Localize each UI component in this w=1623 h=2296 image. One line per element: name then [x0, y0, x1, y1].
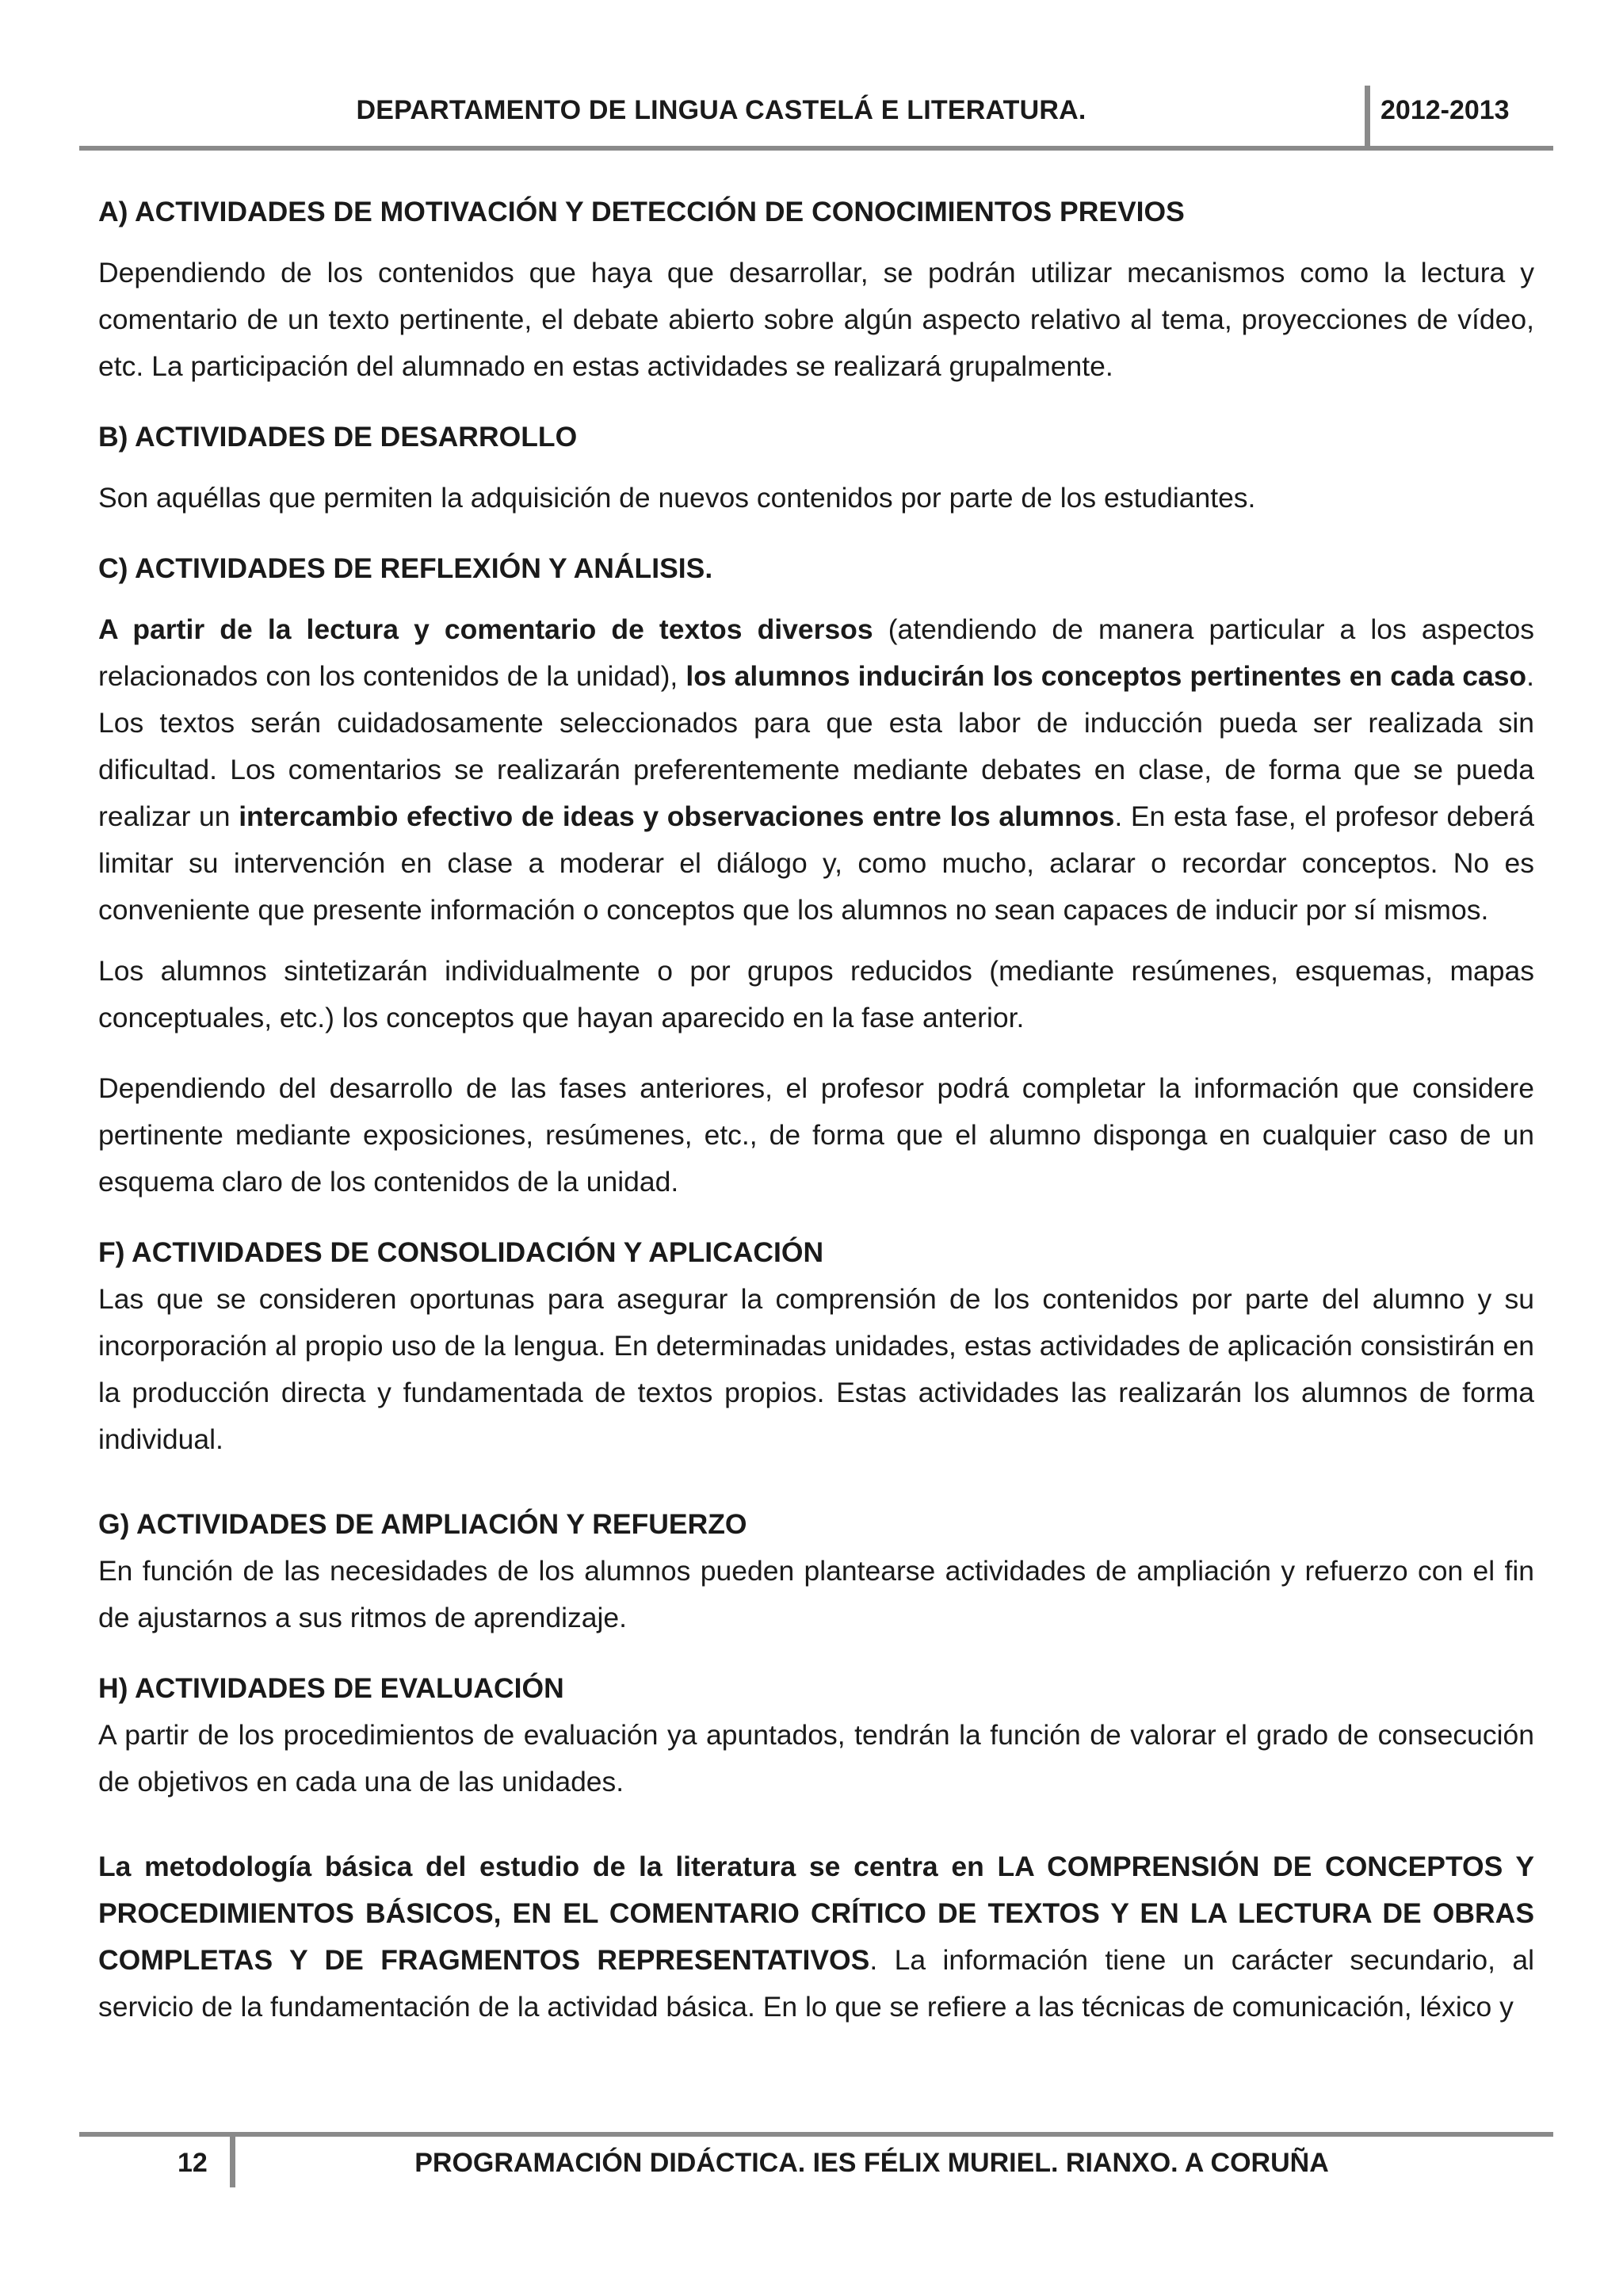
- footer-title: PROGRAMACIÓN DIDÁCTICA. IES FÉLIX MURIEL. RIANXO. A CORUÑA: [414, 2148, 1329, 2178]
- section-c-bold-3: intercambio efectivo de ideas y observaciones entre los alumnos: [239, 800, 1115, 832]
- section-h-heading: H) ACTIVIDADES DE EVALUACIÓN: [98, 1672, 564, 1704]
- section-c-heading: C) ACTIVIDADES DE REFLEXIÓN Y ANÁLISIS.: [98, 552, 713, 584]
- section-h-text: A partir de los procedimientos de evaluación ya apuntados, tendrán la función de valorar el grado de consecución de objetivos en cada una de las unidades.: [98, 1719, 1534, 1797]
- section-g-text: En función de las necesidades de los alumnos pueden plantearse actividades de ampliación y refuerzo con el fin de ajustarnos a sus ritmos de aprendizaje.: [98, 1555, 1534, 1633]
- section-c-paragraph-1: [98, 606, 1534, 934]
- section-c-text-1: (atendiendo de manera particular a los aspectos relacionados con los contenidos de la unidad),: [98, 613, 1534, 692]
- final-paragraph: [98, 1843, 1534, 2030]
- final-bold: La metodología básica del estudio de la literatura se centra en LA COMPRENSIÓN DE CONCEPTOS Y PROCEDIMIENTOS BÁSICOS, EN EL COMENTARIO CRÍTICO DE TEXTOS Y EN LA LECTURA DE OBRAS COMPLETAS Y DE FRAGMENTOS REPRESENTATIVOS: [98, 1851, 1534, 1976]
- section-c-text-3: . En esta fase, el profesor deberá limitar su intervención en clase a moderar el diálogo y, como mucho, aclarar o recordar conceptos. No es conveniente que presente información o conceptos que los alumnos no sean capaces de inducir por sí mismos.: [98, 800, 1534, 926]
- final-text: . La información tiene un carácter secundario, al servicio de la fundamentación de la actividad básica. En lo que se refiere a las técnicas de comunicación, léxico y: [98, 1944, 1534, 2023]
- section-c-paragraph-2: Los alumnos sintetizarán individualmente o por grupos reducidos (mediante resúmenes, esquemas, mapas conceptuales, etc.) los conceptos que hayan aparecido en la fase anterior.: [98, 955, 1534, 1033]
- page-number: 12: [178, 2148, 208, 2178]
- header-title: DEPARTAMENTO DE LINGUA CASTELÁ E LITERATURA.: [356, 95, 1086, 125]
- section-a-text: Dependiendo de los contenidos que haya que desarrollar, se podrán utilizar mecanismos como la lectura y comentario de un texto pertinente, el debate abierto sobre algún aspecto relativo al tema, proyecciones de vídeo, etc. La participación del alumnado en estas actividades se realizará grupalmente.: [98, 257, 1534, 382]
- page-content: [98, 189, 1534, 2030]
- section-g-heading: G) ACTIVIDADES DE AMPLIACIÓN Y REFUERZO: [98, 1508, 747, 1540]
- section-c-text-2: . Los textos serán cuidadosamente seleccionados para que esta labor de inducción pueda ser realizada sin dificultad. Los comentarios se realizarán preferentemente mediante debates en clase, de forma que se pueda realizar un: [98, 660, 1534, 832]
- section-c-paragraph-3: Dependiendo del desarrollo de las fases anteriores, el profesor podrá completar la información que considere pertinente mediante exposiciones, resúmenes, etc., de forma que el alumno disponga en cualquier caso de un esquema claro de los contenidos de la unidad.: [98, 1072, 1534, 1198]
- section-c-bold-2: los alumnos inducirán los conceptos pertinentes en cada caso: [685, 660, 1527, 692]
- section-a-heading: A) ACTIVIDADES DE MOTIVACIÓN Y DETECCIÓN DE CONOCIMIENTOS PREVIOS: [98, 196, 1185, 227]
- page-header: [79, 86, 1553, 149]
- footer-separator: [230, 2137, 235, 2187]
- section-b-text: Son aquéllas que permiten la adquisición de nuevos contenidos por parte de los estudiantes.: [98, 482, 1256, 514]
- section-b-heading: B) ACTIVIDADES DE DESARROLLO: [98, 421, 578, 453]
- section-f-text: Las que se consideren oportunas para asegurar la comprensión de los contenidos por parte del alumno y su incorporación al propio uso de la lengua. En determinadas unidades, estas actividades de aplicación consistirán en la producción directa y fundamentada de textos propios. Estas actividades las realizarán los alumnos de forma individual.: [98, 1283, 1534, 1455]
- footer-rule: [79, 2132, 1553, 2137]
- page-footer: [79, 2132, 1553, 2203]
- header-separator: [1365, 86, 1370, 147]
- header-year: 2012-2013: [1381, 95, 1510, 125]
- section-c-bold-1: A partir de la lectura y comentario de textos diversos: [98, 613, 873, 645]
- section-f-heading: F) ACTIVIDADES DE CONSOLIDACIÓN Y APLICACIÓN: [98, 1236, 824, 1268]
- header-rule: [79, 146, 1553, 151]
